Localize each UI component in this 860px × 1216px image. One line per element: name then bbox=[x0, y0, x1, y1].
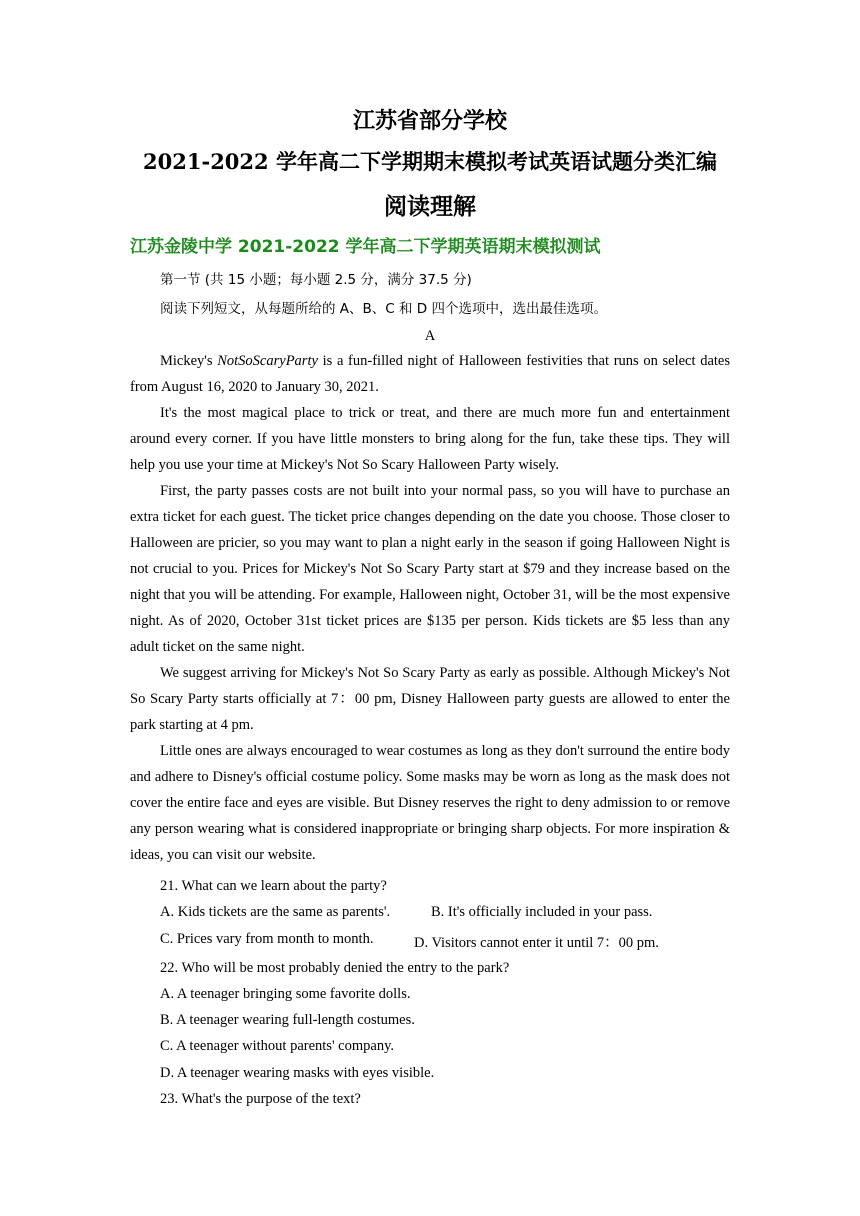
doc-title-exam: 2021-2022 学年高二下学期期末模拟考试英语试题分类汇编 bbox=[143, 149, 717, 174]
option-21-c: C. Prices vary from month to month. bbox=[160, 931, 374, 947]
question-21-options-row-2 bbox=[160, 931, 659, 951]
section-note: 第一节 (共 15 小题；每小题 2.5 分，满分 37.5 分) bbox=[160, 272, 472, 288]
option-22-a: A. A teenager bringing some favorite dolls. bbox=[160, 986, 411, 1002]
doc-title-category: 阅读理解 bbox=[384, 193, 476, 220]
passage-paragraph-2: It's the most magical place to trick or treat, and there are much more fun and entertainment around every corner. If you have little monsters to bring along for the fun, take these tips. They will help you use your time at Mickey's Not So Scary Halloween Party wisely. bbox=[130, 405, 730, 473]
option-22-b: B. A teenager wearing full-length costumes. bbox=[160, 1012, 415, 1028]
section-heading: 江苏金陵中学 2021-2022 学年高二下学期英语期末模拟测试 bbox=[130, 237, 601, 257]
option-22-c: C. A teenager without parents' company. bbox=[160, 1038, 395, 1054]
passage-body bbox=[130, 348, 730, 868]
passage-paragraph-4: We suggest arriving for Mickey's Not So Scary Party as early as possible. Although Mickey's Not So Scary Party starts officially at 7：00 pm, Disney Halloween party guests are allowed to enter the park starting at 4 pm. bbox=[130, 665, 730, 733]
question-22: 22. Who will be most probably denied the entry to the park? bbox=[160, 960, 510, 976]
option-21-a: A. Kids tickets are the same as parents'. bbox=[160, 904, 391, 920]
doc-title-schools: 江苏省部分学校 bbox=[352, 108, 507, 134]
passage-paragraph-1: Mickey's NotSoScaryParty is a fun-filled night of Halloween festivities that runs on select dates from August 16, 2020 to January 30, 2021. bbox=[130, 353, 730, 395]
question-23: 23. What's the purpose of the text? bbox=[160, 1091, 361, 1107]
passage-paragraph-3: First, the party passes costs are not built into your normal pass, so you will have to purchase an extra ticket for each guest. The ticket price changes depending on the date you choose. Those closer to Halloween are pricier, so you may want to plan a night early in the season if going Halloween Night is not crucial to you. Prices for Mickey's Not So Scary Party start at $79 and they increase based on the night that you will be attending. For example, Halloween night, October 31, will be the most expensive night. As of 2020, October 31st ticket prices are $135 per person. Kids tickets are $5 less than any adult ticket on the same night. bbox=[130, 483, 730, 655]
party-name-italic: NotSoScaryParty bbox=[217, 353, 318, 369]
passage-label: A bbox=[424, 328, 436, 344]
section-instruction: 阅读下列短文，从每题所给的 A、B、C 和 D 四个选项中，选出最佳选项。 bbox=[160, 301, 607, 317]
question-21: 21. What can we learn about the party? bbox=[160, 878, 387, 894]
passage-paragraph-5: Little ones are always encouraged to wear costumes as long as they don't surround the entire body and adhere to Disney's official costume policy. Some masks may be worn as long as the mask does not cover the entire face and eyes are visible. But Disney reserves the right to deny admission to or remove any person wearing what is considered inappropriate or bringing sharp objects. For more inspiration & ideas, you can visit our website. bbox=[130, 743, 730, 863]
question-21-options-row-1 bbox=[160, 904, 653, 921]
option-21-d: D. Visitors cannot enter it until 7：00 pm. bbox=[414, 935, 659, 951]
option-22-d: D. A teenager wearing masks with eyes visible. bbox=[160, 1065, 435, 1081]
option-21-b: B. It's officially included in your pass. bbox=[431, 904, 653, 920]
